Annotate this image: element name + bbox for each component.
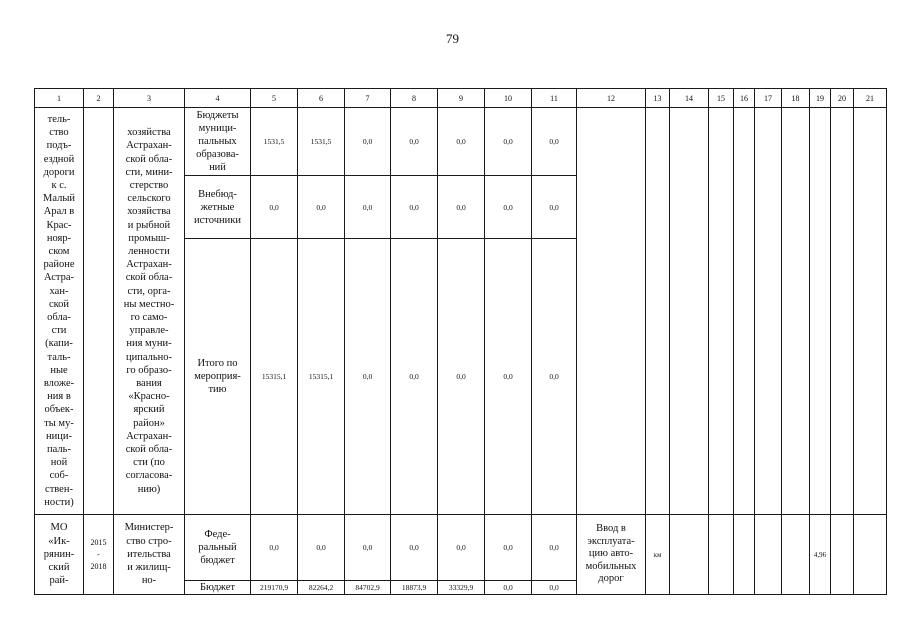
value-cell: 0,0 [485,176,532,239]
target-value: 4,96 [810,515,831,595]
empty-cell [831,108,854,515]
value-cell: 82264,2 [298,581,345,595]
column-header: 3 [114,89,185,108]
empty-cell [854,108,887,515]
value-cell: 0,0 [345,239,391,515]
empty-cell [734,108,755,515]
value-cell: 0,0 [391,515,438,581]
column-header: 11 [532,89,577,108]
empty-cell [709,108,734,515]
column-header: 16 [734,89,755,108]
value-cell: 0,0 [391,176,438,239]
value-cell: 18873,9 [391,581,438,595]
measure-name: тель- ство подъ- ездной дороги к с. Малый Арал в Крас- нояр- ском районе Астра- хан- ской обла- сти (капи- таль- ные вложе- ния в объек- ты му- ници- паль- ной соб- ствен- ности) [35,108,84,515]
value-cell: 0,0 [532,108,577,176]
empty-cell [670,108,709,515]
column-header: 2 [84,89,114,108]
funding-source: Итого по мероприя- тию [185,239,251,515]
executors-cell: хозяйства Астрахан- ской обла- сти, мини- стерство сельского хозяйства и рыбной промыш- ленности Астрахан- ской обла- сти, орга- ны местно- го само- управле- ния муни- ципально- го образо- вания «Красно- ярский район» Астрахан- ской обла- сти (по согласова- нию) [114,108,185,515]
value-cell: 0,0 [251,515,298,581]
value-cell: 0,0 [345,176,391,239]
value-cell: 0,0 [438,176,485,239]
empty-cell [755,108,782,515]
column-header: 6 [298,89,345,108]
table-row [35,515,887,581]
column-header: 12 [577,89,646,108]
column-header: 1 [35,89,84,108]
funding-source: Бюджеты муници- пальных образова- ний [185,108,251,176]
column-header: 21 [854,89,887,108]
value-cell: 0,0 [251,176,298,239]
value-cell: 0,0 [438,515,485,581]
value-cell: 0,0 [485,581,532,595]
value-cell: 0,0 [532,176,577,239]
value-cell: 0,0 [485,239,532,515]
empty-cell [854,515,887,595]
period-cell [84,108,114,515]
value-cell: 0,0 [532,239,577,515]
value-cell: 0,0 [391,239,438,515]
column-header: 7 [345,89,391,108]
column-header: 4 [185,89,251,108]
table-row [35,108,887,176]
empty-cell [782,108,810,515]
value-cell: 1531,5 [251,108,298,176]
unit-cell: км [646,515,670,595]
value-cell: 0,0 [485,108,532,176]
value-cell: 33329,9 [438,581,485,595]
value-cell: 1531,5 [298,108,345,176]
column-header: 14 [670,89,709,108]
period-cell: 2015 - 2018 [84,515,114,595]
column-header: 20 [831,89,854,108]
value-cell: 0,0 [532,515,577,581]
funding-source: Феде- ральный бюджет [185,515,251,581]
column-header: 9 [438,89,485,108]
empty-cell [670,515,709,595]
funding-source: Бюджет [185,581,251,595]
value-cell: 0,0 [391,108,438,176]
value-cell: 0,0 [345,515,391,581]
value-cell: 0,0 [485,515,532,581]
empty-cell [734,515,755,595]
executors-cell: Министер- ство стро- ительства и жилищ- но- [114,515,185,595]
funding-source: Внебюд- жетные источники [185,176,251,239]
unit-cell [646,108,670,515]
indicator-cell: Ввод в эксплуата- цию авто- мобильных дорог [577,515,646,595]
column-header: 10 [485,89,532,108]
column-header: 13 [646,89,670,108]
value-cell: 0,0 [298,515,345,581]
value-cell: 0,0 [438,108,485,176]
value-cell: 15315,1 [298,239,345,515]
empty-cell [782,515,810,595]
value-cell: 15315,1 [251,239,298,515]
page-number: 79 [446,31,459,46]
empty-cell [810,108,831,515]
column-header: 17 [755,89,782,108]
column-header: 5 [251,89,298,108]
empty-cell [709,515,734,595]
value-cell: 0,0 [345,108,391,176]
indicator-cell [577,108,646,515]
column-header: 18 [782,89,810,108]
value-cell: 0,0 [438,239,485,515]
value-cell: 84702,9 [345,581,391,595]
value-cell: 0,0 [532,581,577,595]
column-header: 15 [709,89,734,108]
column-header: 19 [810,89,831,108]
header-row [35,89,887,108]
measure-name: МО «Ик- рянин- ский рай- [35,515,84,595]
value-cell: 0,0 [298,176,345,239]
value-cell: 219170,9 [251,581,298,595]
empty-cell [755,515,782,595]
column-header: 8 [391,89,438,108]
empty-cell [831,515,854,595]
program-table [34,88,887,595]
